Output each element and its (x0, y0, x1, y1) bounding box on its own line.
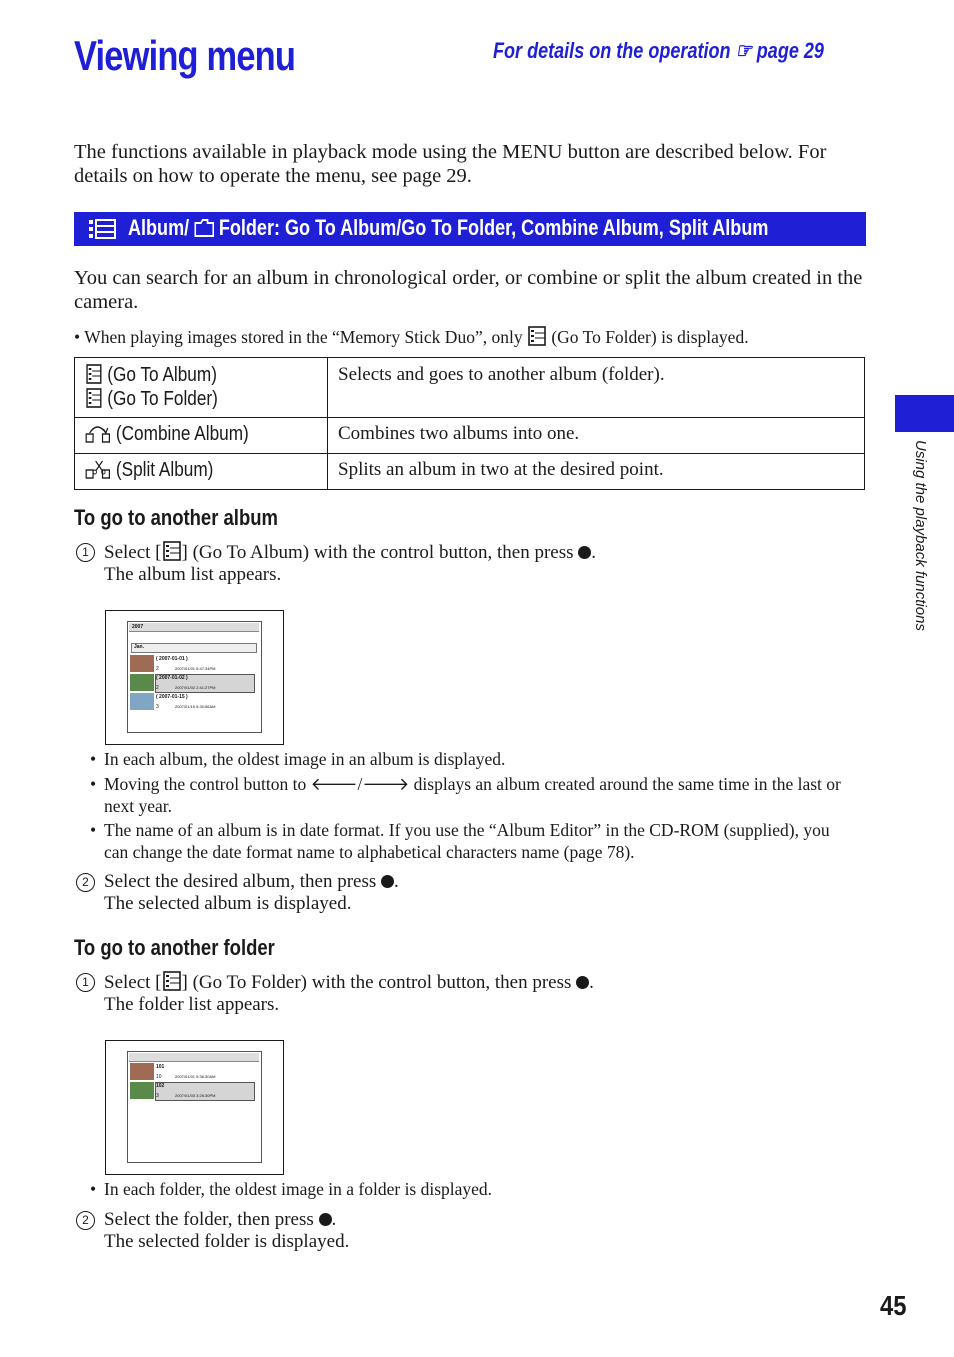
section-heading (128, 215, 768, 241)
list-item: • In each folder, the oldest image in a folder is displayed. (104, 1179, 856, 1201)
album-list-icon (88, 219, 120, 239)
operation-reference-page: page 29 (756, 38, 824, 63)
step-result: The album list appears. (104, 564, 282, 585)
section-side-label: Using the playback functions (912, 440, 929, 631)
combine-album-icon (85, 423, 111, 443)
go-to-album-label: (Go To Album) (107, 364, 217, 386)
table-desc-cell: Combines two albums into one. (328, 418, 865, 454)
step-text: ] (Go To Folder) with the control button, then press (181, 972, 572, 993)
album-entry-stamp: 2007/01/15 5:30:56AM (175, 704, 216, 709)
table-row (75, 418, 865, 454)
folder-entry-stamp: 2007/01/03 3:26:30PM (175, 1093, 216, 1098)
folder-list-screen (127, 1051, 262, 1163)
page-number: 45 (880, 1290, 907, 1321)
folder-step-2 (104, 1209, 349, 1253)
table-label-cell (75, 358, 328, 418)
album-list-screen (127, 621, 262, 733)
center-button-icon (319, 1213, 332, 1226)
combine-album-label: (Combine Album) (115, 423, 249, 445)
step-text: Select the desired album, then press (104, 871, 377, 892)
step-text: . (394, 871, 399, 892)
table-label-cell (75, 418, 328, 454)
step-text: . (331, 1209, 337, 1230)
album-step-1 (104, 541, 596, 586)
section-tab-marker (895, 395, 954, 432)
folder-list-screenshot (105, 1040, 284, 1175)
album-entry-date: ( 2007-01-02 ) (156, 675, 188, 681)
table-row (75, 454, 865, 490)
note-suffix: (Go To Folder) is displayed. (551, 327, 749, 347)
step-result: The selected folder is displayed. (104, 1231, 350, 1252)
album-entry-date: ( 2007-01-01 ) (156, 656, 188, 662)
split-album-icon (85, 459, 111, 479)
step-number: 2 (76, 1211, 95, 1230)
step-text: . (589, 972, 594, 993)
step-text: Select [ (104, 972, 162, 993)
album-entry-count: 3 (156, 704, 159, 710)
album-entry-stamp: 2007/01/01 5:47:34PM (175, 666, 216, 671)
go-to-folder-icon (527, 326, 547, 346)
go-to-album-icon (162, 541, 182, 561)
table-row (75, 358, 865, 418)
intro-paragraph: The functions available in playback mode using the MENU button are described below. For details on how to operate the menu, see page 29. (74, 141, 827, 187)
folder-entry-count: 10 (156, 1074, 162, 1080)
folder-subheading: To go to another folder (74, 935, 275, 960)
operation-reference-text: For details on the operation (493, 38, 731, 63)
album-entry-count: 2 (156, 685, 159, 691)
folder-entry-name: 102 (156, 1083, 165, 1089)
folder-step-1 (104, 971, 594, 1016)
step-result: The folder list appears. (104, 994, 280, 1015)
step-number: 1 (76, 973, 95, 992)
step-number: 2 (76, 873, 95, 892)
section-description: You can search for an album in chronological order, or combine or split the album created in the camera. (74, 267, 863, 313)
album-subheading: To go to another album (74, 505, 278, 530)
go-to-folder-label: (Go To Folder) (107, 388, 218, 410)
section-heading-album: Album/ (128, 215, 190, 240)
note-prefix: When playing images stored in the “Memory Stick Duo”, only (84, 327, 523, 347)
table-desc-cell: Splits an album in two at the desired point. (328, 454, 865, 490)
list-item: • The name of an album is in date format. If you use the “Album Editor” in the CD-ROM (supplied), you can change the date format name to alphabetical characters name (page 78). (104, 820, 856, 863)
list-item: • Moving the control button to 🡐/🡒 displays an album created around the same time in the last or next year. (104, 774, 856, 817)
go-to-folder-icon (85, 388, 102, 408)
folder-entry-name: 101 (156, 1064, 165, 1070)
table-label-cell (75, 454, 328, 490)
go-to-folder-icon (162, 971, 182, 991)
album-entry-count: 2 (156, 666, 159, 672)
memory-stick-note: • When playing images stored in the “Memory Stick Duo”, only (Go To Folder) is displayed. (74, 327, 749, 347)
step-text: Select the folder, then press (104, 1209, 314, 1230)
album-list-screenshot (105, 610, 284, 745)
center-button-icon (381, 875, 394, 888)
album-step-2 (104, 871, 399, 915)
folder-entry-count: 3 (156, 1093, 159, 1099)
list-item: • In each album, the oldest image in an album is displayed. (104, 749, 856, 771)
step-text: Select [ (104, 542, 162, 563)
album-month: Jan. (134, 644, 145, 650)
album-entry-date: ( 2007-01-15 ) (156, 694, 188, 700)
center-button-icon (578, 546, 591, 559)
step-result: The selected album is displayed. (104, 893, 352, 914)
center-button-icon (576, 976, 589, 989)
go-to-album-icon (85, 364, 102, 384)
album-entry-stamp: 2007/01/02 2:41:27PM (175, 685, 216, 690)
pointing-hand-icon: ☞ (735, 38, 752, 63)
album-year: 2007 (132, 624, 144, 630)
page-title: Viewing menu (74, 32, 296, 79)
split-album-label: (Split Album) (115, 459, 214, 481)
operation-reference (493, 38, 824, 64)
step-number: 1 (76, 543, 95, 562)
step-text: ] (Go To Album) with the control button, then press (181, 542, 574, 563)
functions-table (74, 357, 865, 490)
step-text: . (591, 542, 597, 563)
table-desc-cell: Selects and goes to another album (folder). (328, 358, 865, 418)
folder-entry-stamp: 2007/01/01 5:36:30AM (175, 1074, 216, 1079)
section-heading-text: Folder: Go To Album/Go To Folder, Combine Album, Split Album (218, 215, 769, 240)
folder-icon (194, 219, 214, 237)
